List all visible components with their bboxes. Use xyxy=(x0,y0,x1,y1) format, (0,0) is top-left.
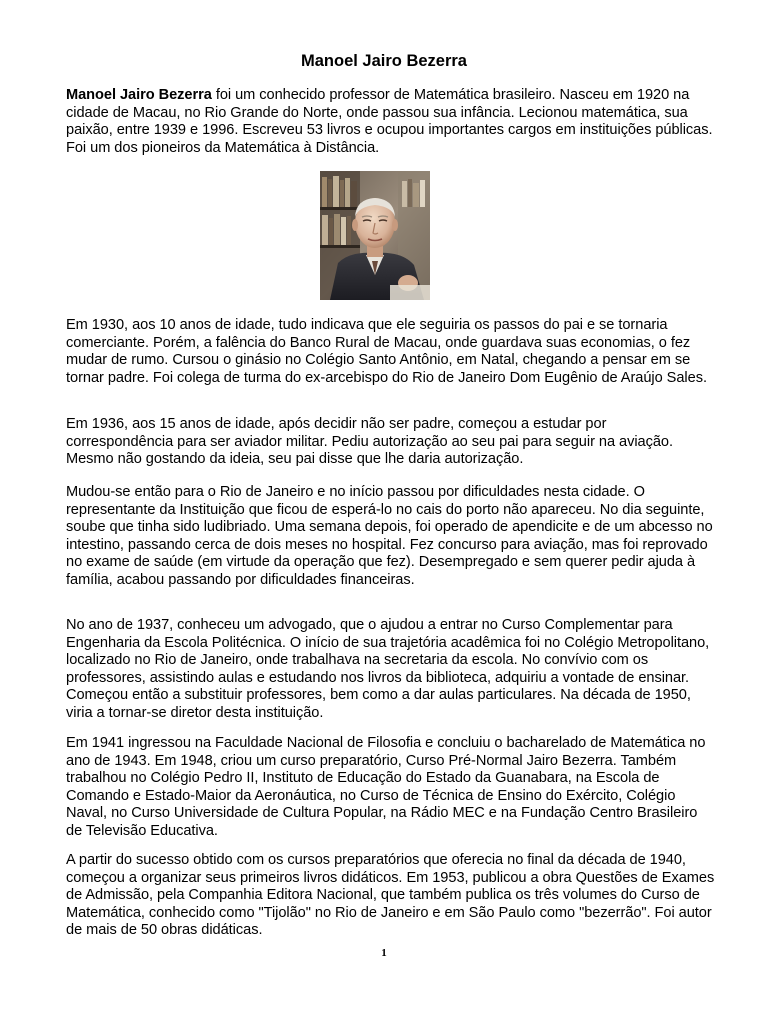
page-number: 1 xyxy=(381,947,387,959)
paragraph-1930: Em 1930, aos 10 anos de idade, tudo indicava que ele seguiria os passos do pai e se tornaria comerciante. Porém, a falência do Banco Rural de Macau, onde guardava suas economias, o fez mudar de rumo. Cursou o ginásio no Colégio Santo Antônio, em Natal, chegando a pensar em se tornar padre. Foi colega de turma do ex-arcebispo do Rio de Janeiro Dom Eugênio de Araújo Sales. xyxy=(66,317,707,386)
page-title: Manoel Jairo Bezerra xyxy=(301,52,467,70)
intro-text: foi um conhecido professor de Matemática brasileiro. Nasceu em 1920 na cidade de Macau, no Rio Grande do Norte, onde passou sua infância. Lecionou matemática, sua paixão, entre 1939 e 1996. Escreveu 53 livros e ocupou importantes cargos em instituições públicas. Foi um dos pioneiros da Matemática à Distância. xyxy=(66,87,713,156)
portrait-photo xyxy=(320,171,430,300)
paragraph-1941: Em 1941 ingressou na Faculdade Nacional de Filosofia e concluiu o bacharelado de Matemática no ano de 1943. Em 1948, criou um curso preparatório, Curso Pré-Normal Jairo Bezerra. Também trabalhou no Colégio Pedro II, Instituto de Educação do Estado da Guanabara, na Escola de Comando e Estado-Maior da Aeronáutica, no Curso de Técnica de Ensino do Exército, Colégio Naval, no Curso Universidade de Cultura Popular, na Rádio MEC e na Fundação Centro Brasileiro de Televisão Educativa. xyxy=(66,735,706,839)
intro-paragraph xyxy=(66,87,716,157)
intro-name: Manoel Jairo Bezerra xyxy=(66,87,212,103)
paragraph-books: A partir do sucesso obtido com os cursos preparatórios que oferecia no final da década de 1940, começou a organizar seus primeiros livros didáticos. Em 1953, publicou a obra Questões de Exames de Admissão, pela Companhia Editora Nacional, que também publica os três volumes do Curso de Matemática, conhecido como "Tijolão" no Rio de Janeiro e em São Paulo como "bezerrão". Foi autor de mais de 50 obras didáticas. xyxy=(66,852,715,938)
paragraph-1937: No ano de 1937, conheceu um advogado, que o ajudou a entrar no Curso Complementar para Engenharia da Escola Politécnica. O início de sua trajetória acadêmica foi no Colégio Metropolitano, localizado no Rio de Janeiro, onde trabalhava na secretaria da escola. No convívio com os professores, assistindo aulas e estudando nos livros da biblioteca, adquiriu a vontade de ensinar. Começou então a substituir professores, bem como a dar aulas particulares. Na década de 1950, viria a tornar-se diretor desta instituição. xyxy=(66,617,710,721)
paragraph-1936: Em 1936, aos 15 anos de idade, após decidir não ser padre, começou a estudar por correspondência para ser aviador militar. Pediu autorização ao seu pai para seguir na aviação. Mesmo não gostando da ideia, seu pai disse que lhe daria autorização. xyxy=(66,416,673,467)
paragraph-rio: Mudou-se então para o Rio de Janeiro e no início passou por dificuldades nesta cidade. O representante da Instituição que ficou de esperá-lo no cais do porto não apareceu. No dia seguinte, soube que tinha sido ludibriado. Uma semana depois, foi operado de apendicite e de um abcesso no intestino, passando cerca de dois meses no hospital. Fez concurso para aviação, mas foi reprovado no exame de saúde (em virtude da operação que fez). Desempregado e sem querer pedir ajuda à família, acabou passando por dificuldades financeiras. xyxy=(66,484,713,588)
